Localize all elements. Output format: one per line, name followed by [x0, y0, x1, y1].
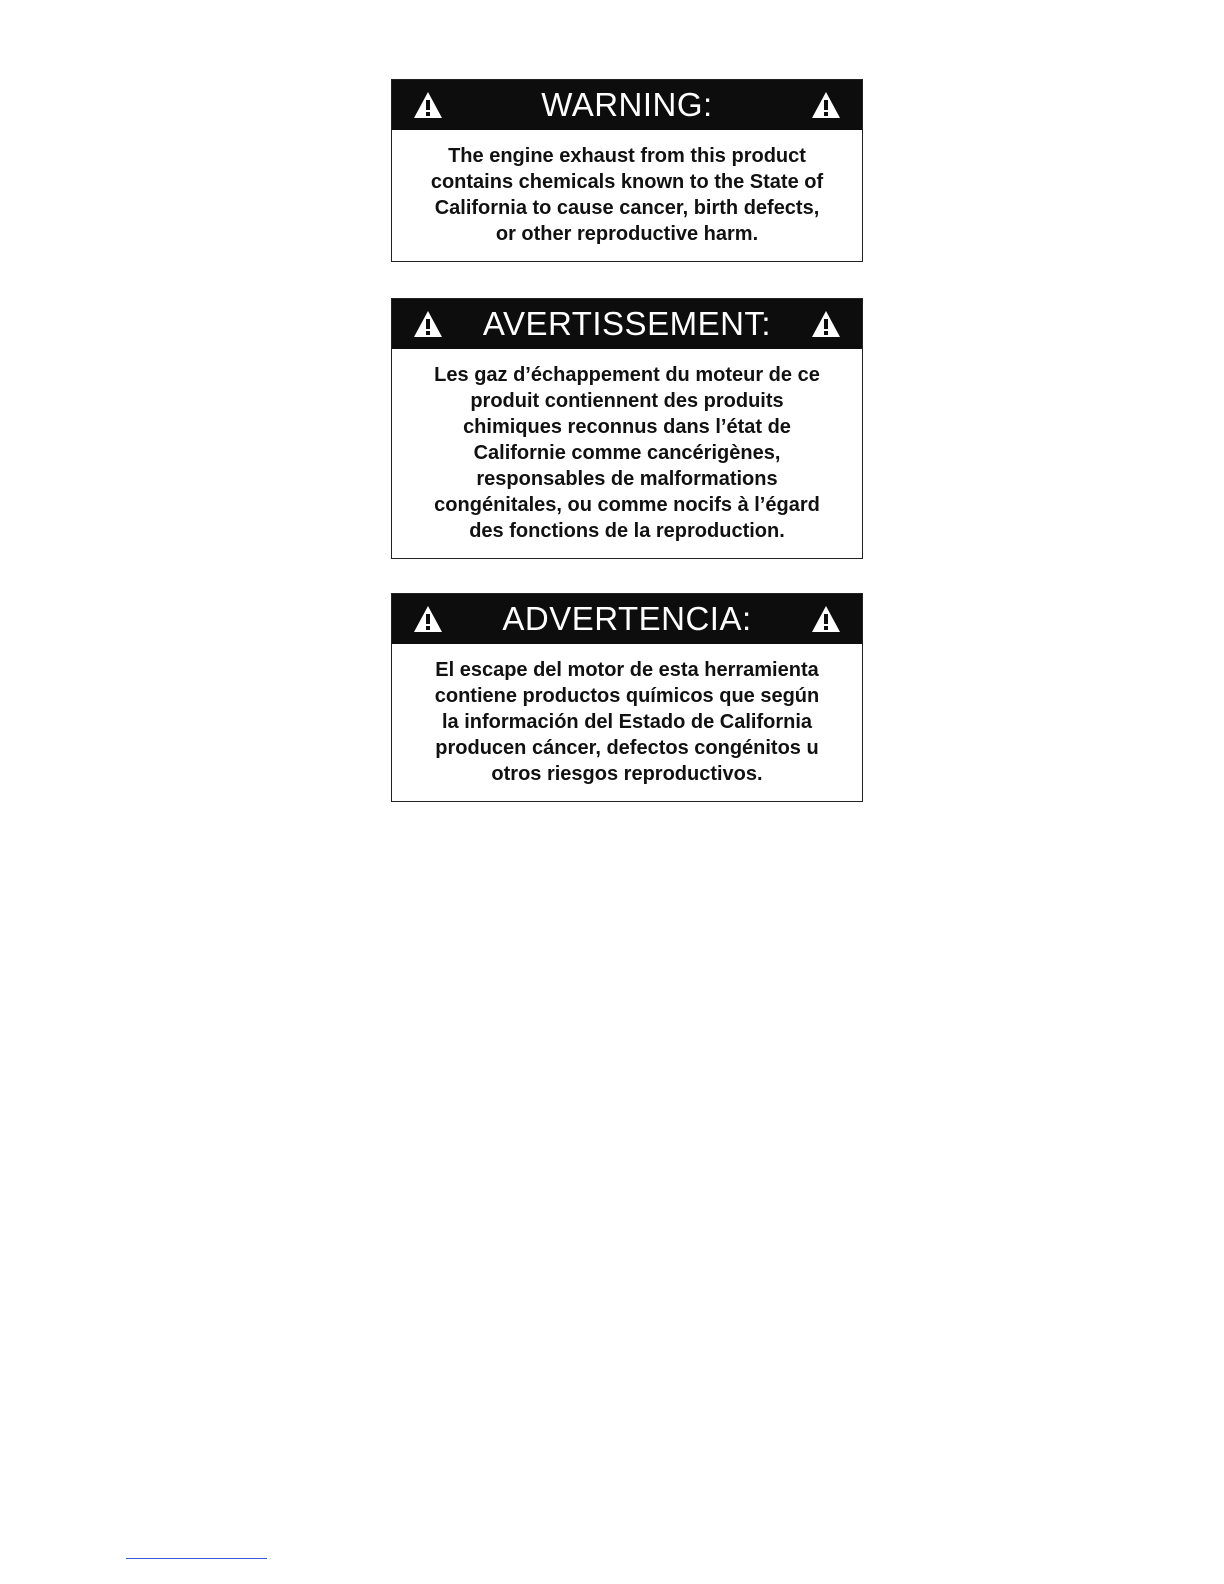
warning-line: responsables de malformations — [476, 468, 778, 490]
warning-line: Les gaz d’échappement du moteur de ce — [434, 364, 820, 386]
warning-line: El escape del motor de esta herramienta — [435, 659, 819, 681]
warning-line: or other reproductive harm. — [495, 223, 759, 245]
warning-box-french — [391, 298, 863, 559]
warning-triangle-icon — [810, 604, 842, 634]
warning-line: California to cause cancer, birth defects, — [434, 197, 820, 219]
warning-line: contiene productos químicos que según — [434, 685, 820, 707]
warning-text-english — [392, 130, 862, 261]
warning-triangle-icon — [412, 604, 444, 634]
warning-line: otros riesgos reproductivos. — [491, 763, 763, 785]
warning-header-english — [392, 80, 862, 130]
warning-line: congénitales, ou comme nocifs à l’égard — [434, 494, 820, 516]
warning-triangle-icon — [412, 90, 444, 120]
warning-line: Californie comme cancérigènes, — [473, 442, 781, 464]
warning-line: chimiques reconnus dans l’état de — [463, 416, 791, 438]
warning-header-spanish — [392, 594, 862, 644]
warning-line: des fonctions de la reproduction. — [469, 520, 785, 542]
warning-header-french — [392, 299, 862, 349]
warning-triangle-icon — [412, 309, 444, 339]
warning-box-english — [391, 79, 863, 262]
warning-line: The engine exhaust from this product — [448, 145, 806, 167]
warning-box-spanish — [391, 593, 863, 802]
warning-line: producen cáncer, defectos congénitos u — [435, 737, 819, 759]
warning-triangle-icon — [810, 90, 842, 120]
warning-text-spanish — [392, 644, 862, 801]
footer-rule — [126, 1558, 267, 1559]
warning-title-french: AVERTISSEMENT: — [482, 305, 772, 342]
warning-line: produit contiennent des produits — [470, 390, 784, 412]
warning-text-french — [392, 349, 862, 558]
warning-title-spanish: ADVERTENCIA: — [502, 600, 752, 637]
warning-triangle-icon — [810, 309, 842, 339]
warning-title-english: WARNING: — [541, 86, 713, 123]
warning-line: contains chemicals known to the State of — [430, 171, 824, 193]
warning-line: la información del Estado de California — [441, 711, 813, 733]
